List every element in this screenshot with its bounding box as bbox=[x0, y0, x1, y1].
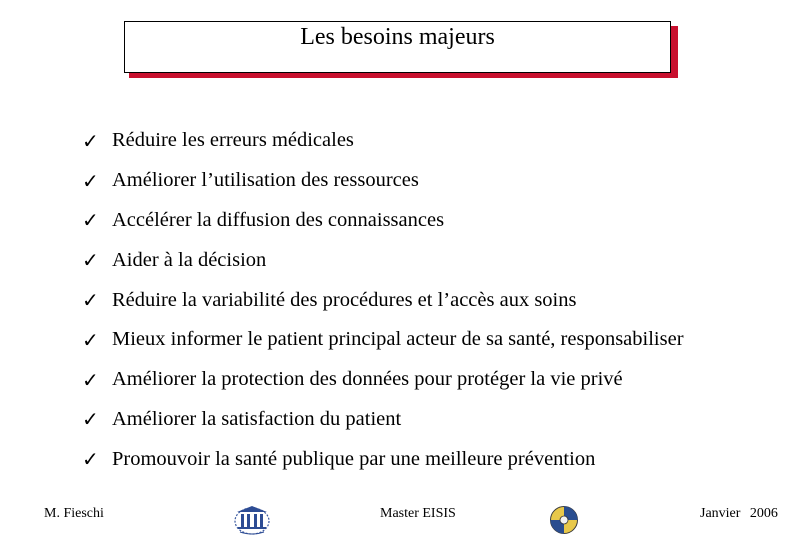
list-item-text: Réduire les erreurs médicales bbox=[112, 129, 354, 152]
slide-title: Les besoins majeurs bbox=[300, 24, 495, 50]
list-item bbox=[82, 121, 684, 161]
list-item bbox=[82, 360, 684, 400]
list-item bbox=[82, 320, 684, 360]
checkmark-icon: ✓ bbox=[82, 367, 99, 392]
list-item bbox=[82, 400, 684, 440]
list-item bbox=[82, 161, 684, 201]
list-item-text: Aider à la décision bbox=[112, 248, 267, 271]
checkmark-icon: ✓ bbox=[82, 447, 99, 472]
list-item-text: Mieux informer le patient principal acteur de sa santé, responsabiliser bbox=[112, 328, 684, 351]
list-item-text: Améliorer la protection des données pour protéger la vie privé bbox=[112, 368, 623, 391]
checkmark-icon: ✓ bbox=[82, 248, 99, 273]
footer-date: Janvier 2006 bbox=[700, 506, 778, 521]
list-item-text: Réduire la variabilité des procédures et l’accès aux soins bbox=[112, 288, 577, 311]
checkmark-icon: ✓ bbox=[82, 288, 99, 313]
title-box bbox=[124, 21, 671, 73]
list-item bbox=[82, 240, 684, 280]
checkmark-icon: ✓ bbox=[82, 327, 99, 352]
needs-list bbox=[82, 121, 684, 479]
crest-logo-icon bbox=[549, 503, 579, 537]
list-item-text: Accélérer la diffusion des connaissances bbox=[112, 208, 445, 231]
list-item bbox=[82, 439, 684, 479]
checkmark-icon: ✓ bbox=[82, 208, 99, 233]
list-item-text: Améliorer l’utilisation des ressources bbox=[112, 169, 419, 192]
university-logo-icon bbox=[232, 504, 272, 536]
list-item bbox=[82, 280, 684, 320]
checkmark-icon: ✓ bbox=[82, 168, 99, 193]
checkmark-icon: ✓ bbox=[82, 128, 99, 153]
list-item bbox=[82, 201, 684, 241]
footer-author: M. Fieschi bbox=[44, 506, 104, 521]
list-item-text: Améliorer la satisfaction du patient bbox=[112, 407, 402, 430]
list-item-text: Promouvoir la santé publique par une meilleure prévention bbox=[112, 447, 596, 470]
checkmark-icon: ✓ bbox=[82, 407, 99, 432]
footer-course: Master EISIS bbox=[380, 506, 456, 521]
